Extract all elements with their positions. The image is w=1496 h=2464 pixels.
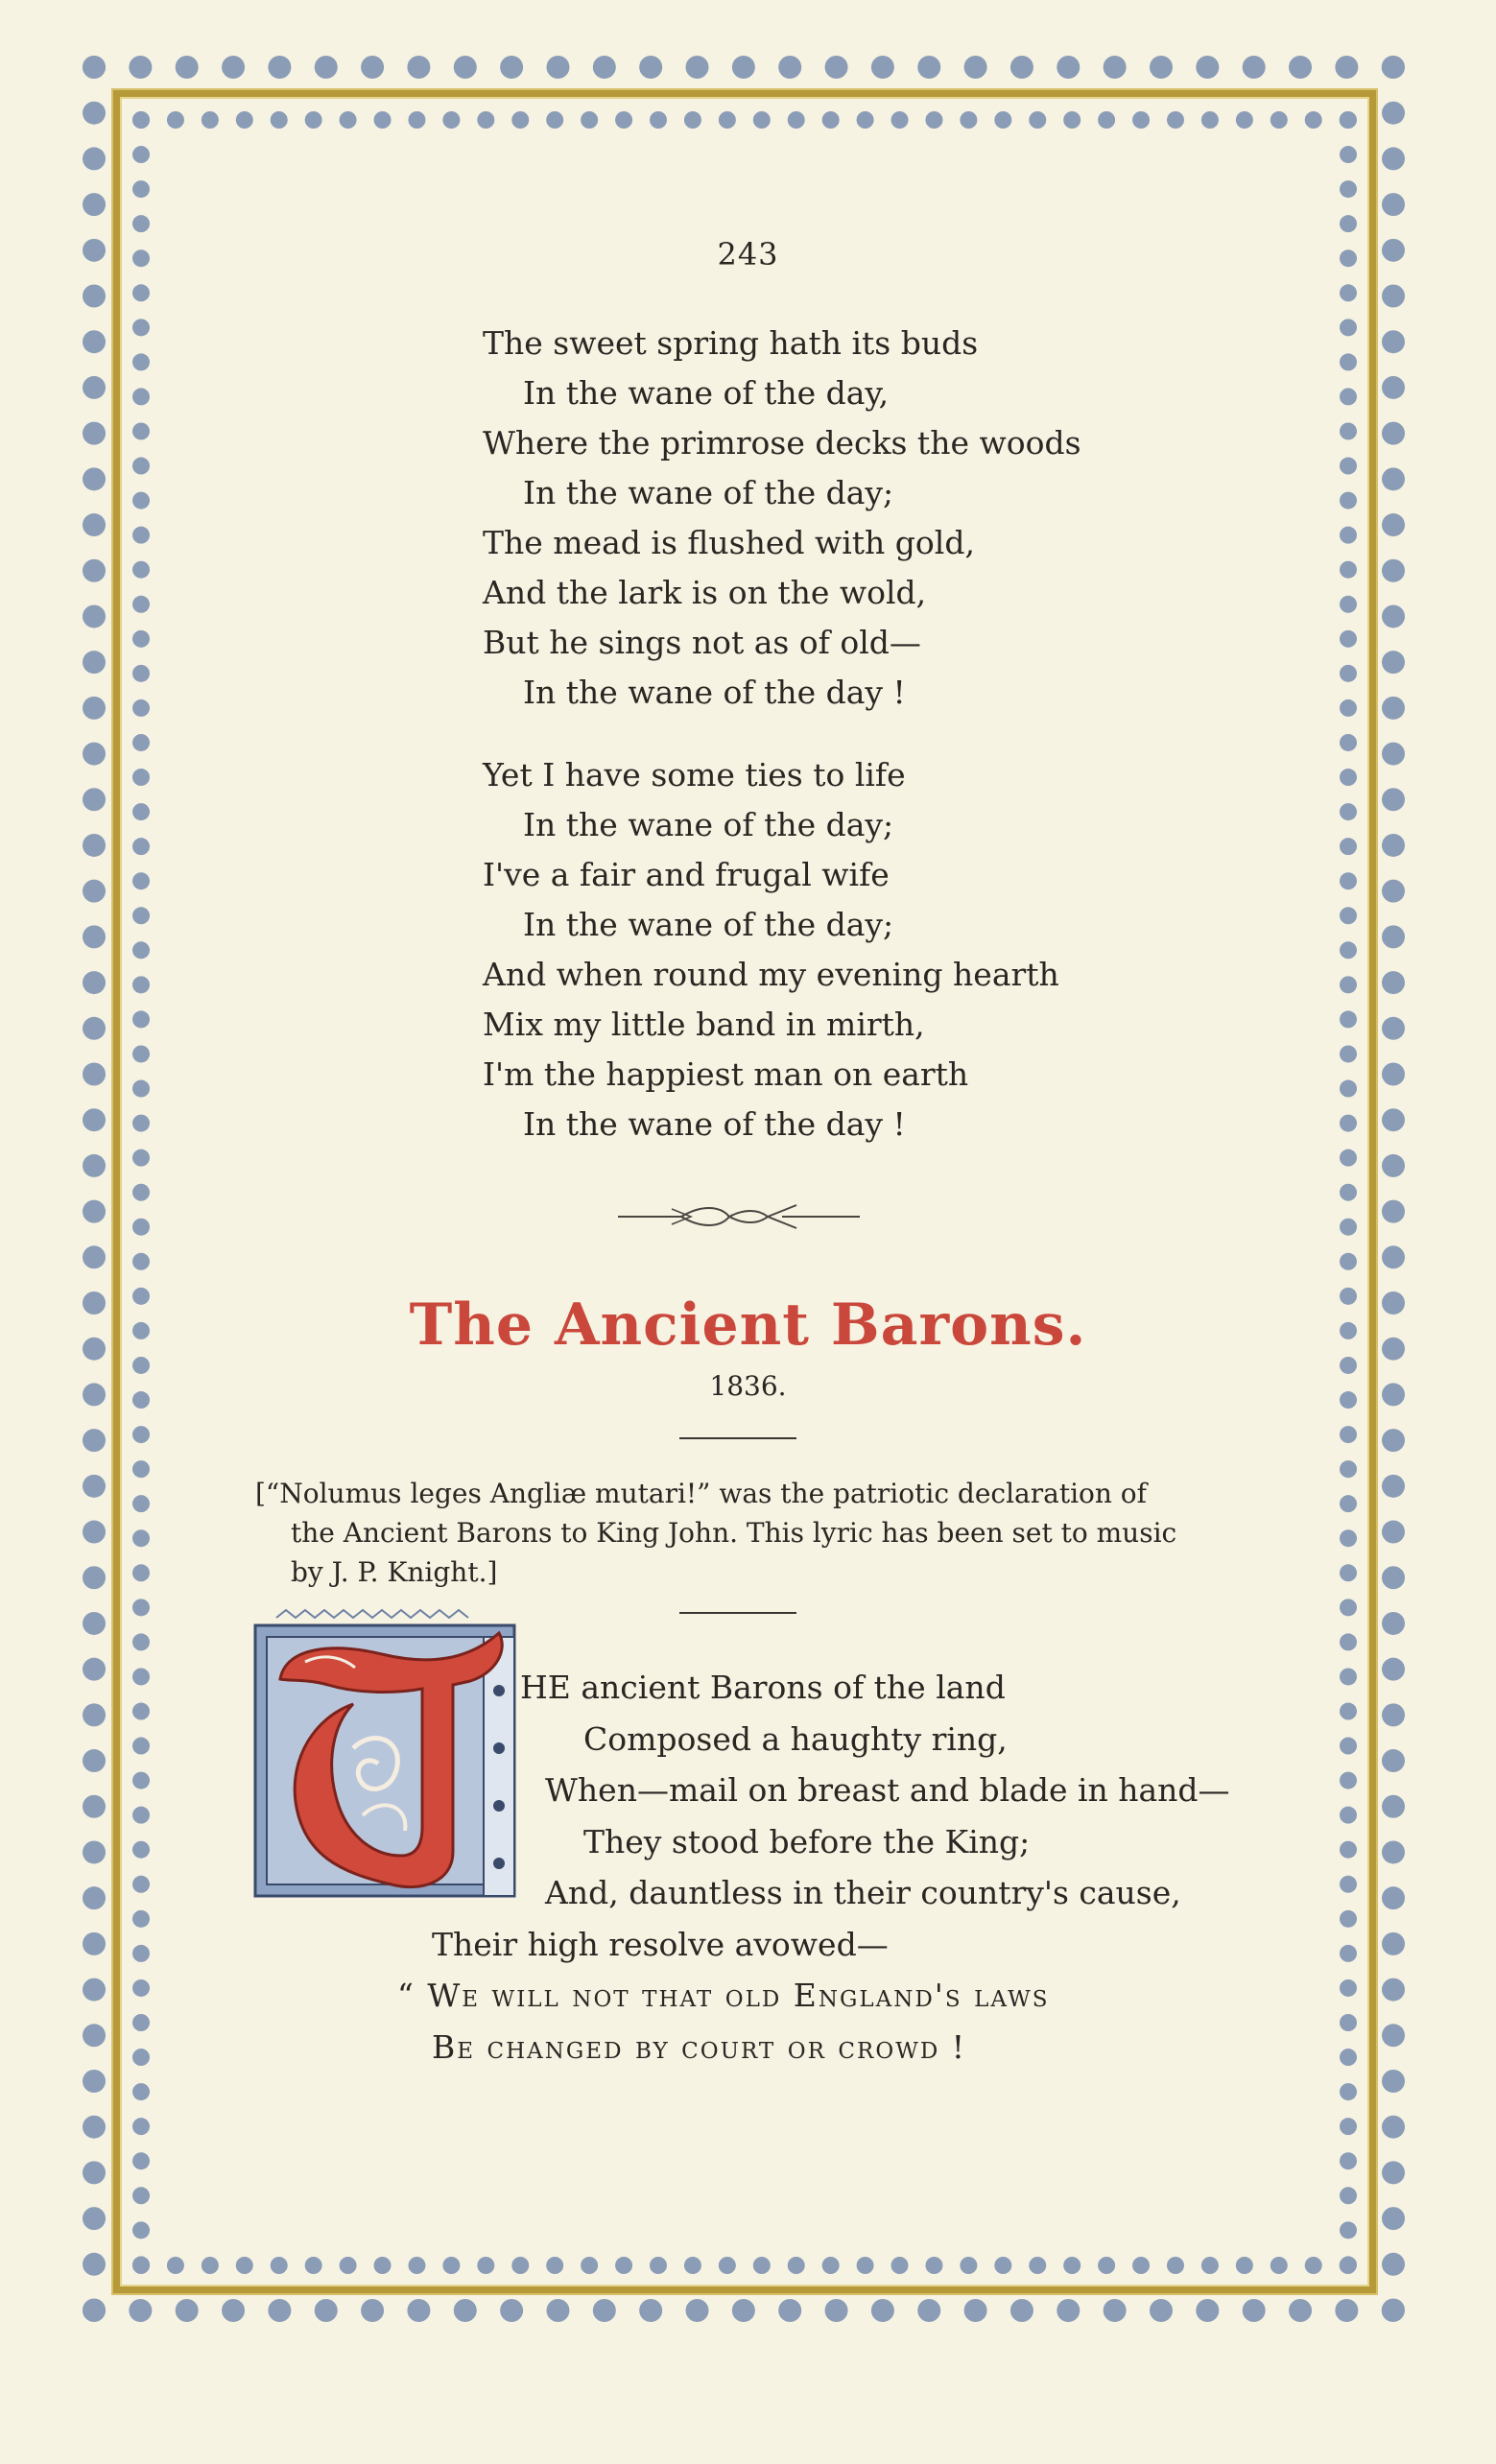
verse-line: “ We will not that old England's laws (397, 1977, 1050, 2014)
verse-line: In the wane of the day ! (523, 674, 906, 711)
verse-line: When—mail on breast and blade in hand— (545, 1771, 1230, 1809)
verse-line: In the wane of the day, (523, 374, 890, 412)
verse-line: In the wane of the day; (523, 906, 894, 943)
verse-line: Composed a haughty ring, (583, 1719, 1008, 1758)
editorial-note (255, 1474, 1215, 1592)
verse-line: I'm the happiest man on earth (483, 1055, 969, 1093)
stanza-2 (483, 750, 1250, 1149)
verse-line: And when round my evening hearth (483, 956, 1059, 993)
verse-line: In the wane of the day; (523, 474, 894, 511)
verse-line: Be changed by court or crowd ! (432, 2027, 967, 2066)
stanza-1 (483, 319, 1250, 718)
page-number: 243 (717, 236, 779, 272)
poem-title: The Ancient Barons. (409, 1291, 1087, 1359)
verse-line: Yet I have some ties to life (483, 756, 906, 794)
verse-line: In the wane of the day ! (523, 1105, 906, 1143)
verse-line: Mix my little band in mirth, (483, 1006, 925, 1043)
note-line: [“Nolumus leges Angliæ mutari!” was the patriotic declaration of (255, 1478, 1148, 1509)
poem-year: 1836. (709, 1370, 787, 1402)
note-line: the Ancient Barons to King John. This lyric has been set to music (291, 1517, 1177, 1549)
verse-line: I've a fair and frugal wife (483, 856, 890, 893)
horizontal-rule (679, 1612, 796, 1614)
verse-line: The mead is flushed with gold, (483, 524, 975, 561)
verse-line: Their high resolve avowed— (432, 1925, 889, 1963)
verse-line: The sweet spring hath its buds (483, 324, 979, 362)
flourish-divider-icon (614, 1197, 864, 1236)
horizontal-rule (679, 1437, 796, 1439)
verse-line: Where the primrose decks the woods (483, 424, 1081, 462)
verse-line: And the lark is on the wold, (483, 574, 927, 611)
stanza-3 (397, 1662, 1295, 2073)
verse-line: They stood before the King; (583, 1822, 1031, 1860)
verse-line: But he sings not as of old— (483, 624, 921, 661)
note-line: by J. P. Knight.] (291, 1556, 498, 1588)
verse-line: HE ancient Barons of the land (520, 1669, 1006, 1706)
verse-line: And, dauntless in their country's cause, (545, 1874, 1181, 1911)
verse-line: In the wane of the day; (523, 806, 894, 843)
